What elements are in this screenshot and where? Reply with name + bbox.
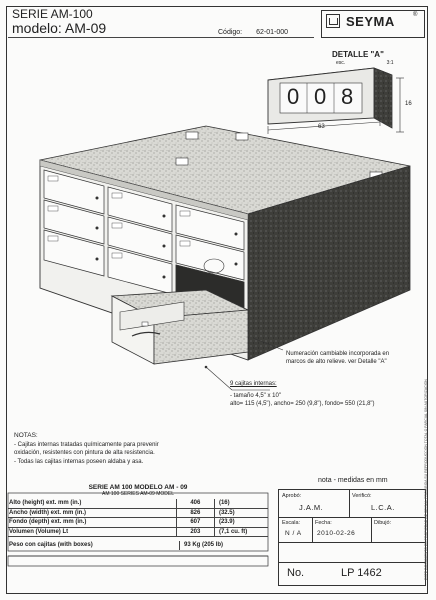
number-label: No.	[287, 567, 305, 579]
spec-value-in: (16)	[218, 500, 230, 506]
model-title: modelo: AM-09	[12, 20, 107, 36]
detail-height-dimension: 16	[405, 101, 412, 107]
approved-value: J.A.M.	[299, 503, 324, 512]
spec-value-in: (23.9)	[218, 519, 235, 525]
notes-line-2: oxidación, resistentes con pintura de alta resistencia.	[14, 450, 155, 456]
date-label: Fecha:	[315, 520, 332, 526]
numeracion-line-1: Numeración cambiable incorporada en	[286, 351, 390, 357]
spec-peso-label: Peso con cajitas (with boxes)	[8, 541, 180, 550]
spec-value-mm: 826	[177, 509, 215, 518]
tb-divider	[312, 517, 313, 542]
numeracion-callout	[286, 351, 389, 366]
numeracion-line-2: marcos de alto relieve. ver Detalle "A"	[286, 358, 387, 365]
units-note: nota - medidas en mm	[318, 477, 388, 484]
cajitas-line-2: alto= 115 (4,5"), ancho= 250 (9,8"), fondo= 550 (21,8")	[230, 400, 375, 407]
tb-divider	[279, 517, 425, 518]
spec-value-mm: 607	[177, 518, 215, 527]
detail-digit-3: 8	[341, 84, 354, 109]
notes-line-1: - Cajitas internas tratadas químicamente para prevenir	[14, 441, 159, 448]
spec-label: Alto (height) ext. mm (in.)	[8, 499, 177, 508]
spec-table	[8, 484, 268, 550]
spec-value-in: (7,1 cu. ft)	[218, 528, 248, 535]
registered-mark: ®	[413, 12, 418, 18]
detail-scale-label: esc.	[336, 60, 346, 66]
notes-line-3: - Todas las cajitas internas poseen aldaba y asa.	[14, 458, 144, 465]
scale-label: Escala:	[282, 520, 301, 526]
brand-name: SEYMA	[346, 14, 395, 29]
spec-subheading: AM 100 SERIES AM-09 MODEL	[102, 491, 174, 497]
detail-width-dimension: 63	[318, 124, 325, 130]
detail-digit-2: 0	[314, 84, 327, 109]
cajitas-line-1: - tamaño 4,5" x 10"	[230, 393, 281, 399]
cajitas-title: 9 cajitas internas:	[230, 381, 277, 387]
tb-divider	[279, 562, 425, 563]
title-block	[278, 489, 426, 586]
series-title: SERIE AM-100	[12, 7, 93, 21]
table-row-peso	[8, 541, 268, 550]
spec-heading: SERIE AM 100 MODELO AM - 09	[88, 484, 188, 491]
table-row	[8, 518, 268, 528]
leader-dot-cajitas	[205, 366, 208, 369]
detail-title: DETALLE "A"	[332, 50, 384, 59]
tb-divider	[371, 517, 372, 542]
table-row	[8, 528, 268, 538]
drawn-label: Dibujó:	[374, 520, 392, 526]
code-value: 62-01-000	[256, 29, 289, 36]
tb-divider	[279, 542, 425, 543]
spec-value-in: (32.5)	[218, 509, 235, 516]
date-value: 2010-02-26	[317, 530, 356, 537]
scale-value: N / A	[285, 530, 302, 537]
table-row	[8, 509, 268, 519]
notes-block	[14, 432, 204, 466]
spec-value-mm: 203	[177, 528, 215, 537]
tb-divider	[349, 490, 350, 517]
spec-peso-value: 93 Kg (205 lb)	[184, 542, 224, 548]
spec-label: Ancho (width) ext. mm (in.)	[8, 509, 177, 518]
spec-peso-border	[8, 556, 268, 566]
leader-line-cajitas	[206, 367, 232, 390]
verified-label: Verificó:	[352, 493, 372, 499]
notes-title: NOTAS:	[14, 432, 38, 439]
spec-label: Fondo (depth) ext. mm (in.)	[8, 518, 177, 527]
number-value: LP 1462	[341, 567, 382, 579]
detail-scale-value: 3:1	[386, 60, 394, 66]
verified-value: L.C.A.	[371, 503, 395, 512]
side-legal-note: ESTE DOCUMENTO ES PROPIEDAD DE SEYMA, PROHIBIDA SU REPRODUCCIÓN TOTAL O PARCIAL SIN AUTORIZACIÓN	[424, 379, 428, 580]
cajitas-details	[230, 393, 375, 408]
detail-digit-1: 0	[287, 84, 300, 109]
spec-value-mm: 406	[177, 499, 215, 508]
spec-label: Volumen (Volume) Lt	[8, 528, 177, 537]
safe-deposit-box-drawing	[40, 126, 410, 364]
table-row	[8, 499, 268, 509]
approved-label: Aprobó:	[282, 493, 302, 499]
code-label: Código:	[218, 29, 243, 36]
